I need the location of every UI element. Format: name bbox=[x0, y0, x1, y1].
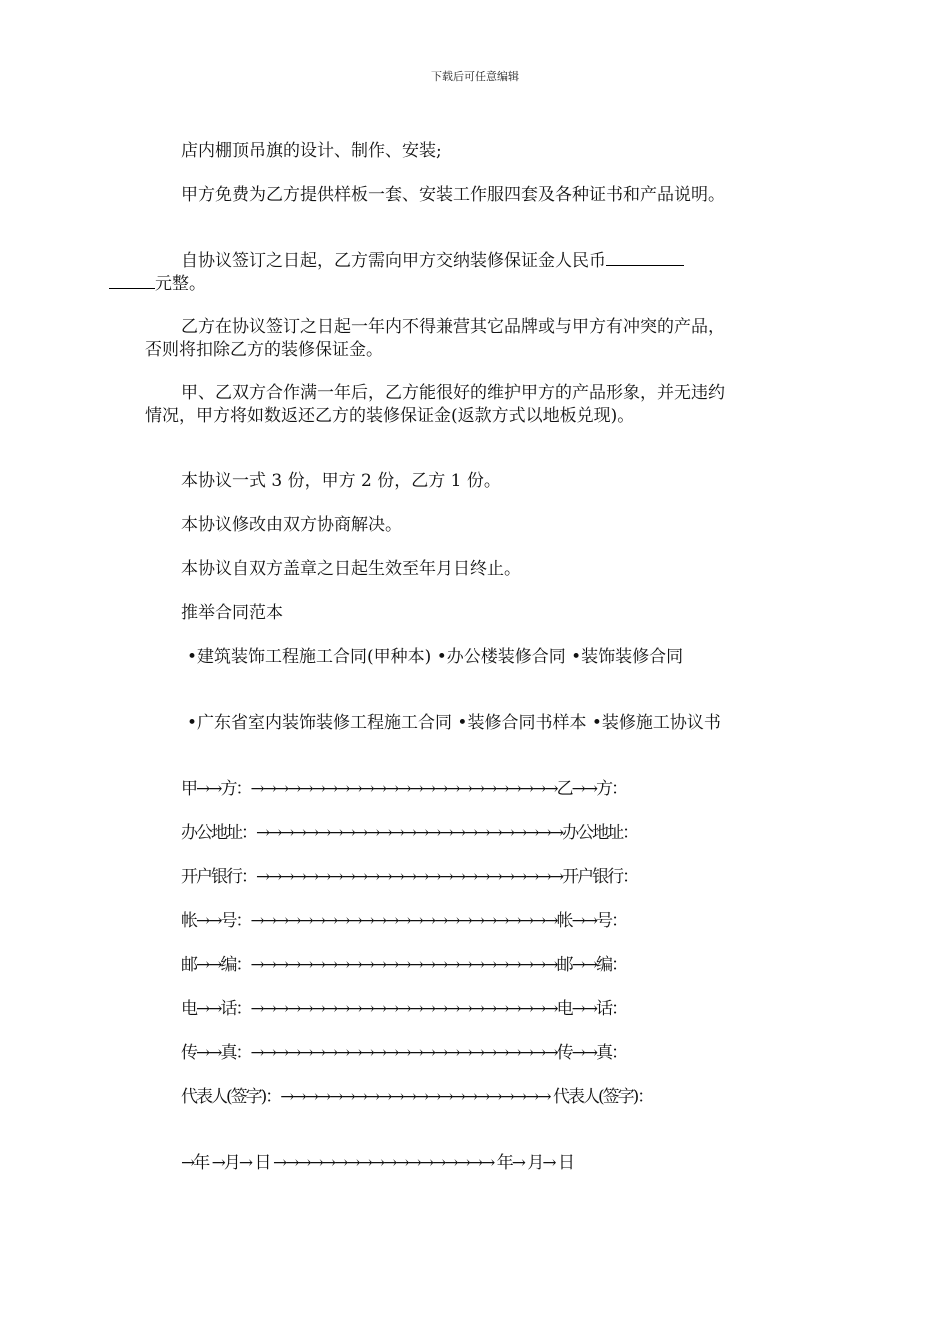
paragraph-copies: 本协议一式 3 份，甲方 2 份，乙方 1 份。 bbox=[181, 471, 501, 491]
signature-postcode-row: 邮→→编：→→→→→→→→→→→→→→→→→→→→→→→→→邮→→编： bbox=[181, 955, 627, 975]
paragraph-effective: 本协议自双方盖章之日起生效至年月日终止。 bbox=[181, 559, 521, 579]
deposit-text: 自协议签订之日起，乙方需向甲方交纳装修保证金人民币 bbox=[181, 251, 606, 271]
paragraph-refund: 甲、乙双方合作满一年后，乙方能很好的维护甲方的产品形象，并无违约情况，甲方将如数返还乙方的装修保证金(返款方式以地板兑现)。 bbox=[145, 383, 725, 426]
signature-date-row: →年 →月→ 日 →→→→→→→→→→→→→→→→→→ 年→ 月→ 日 bbox=[181, 1153, 574, 1173]
signature-phone-row: 电→→话：→→→→→→→→→→→→→→→→→→→→→→→→→电→→话： bbox=[181, 999, 627, 1019]
paragraph-no-competition: 乙方在协议签订之日起一年内不得兼营其它品牌或与甲方有冲突的产品，否则将扣除乙方的装修保证金。 bbox=[145, 317, 725, 360]
paragraph-ceiling-flags: 店内棚顶吊旗的设计、制作、安装; bbox=[181, 141, 442, 161]
signature-representative-row: 代表人(签字)：→→→→→→→→→→→→→→→→→→→→→→ 代表人(签字)： bbox=[181, 1087, 653, 1107]
signature-bank-row: 开户银行：→→→→→→→→→→→→→→→→→→→→→→→→→开户银行： bbox=[181, 867, 638, 887]
recommended-links-row-2[interactable]: •广东省室内装饰装修工程施工合同 •装修合同书样本 •装修施工协议书 bbox=[187, 713, 721, 733]
deposit-amount-blank[interactable] bbox=[606, 251, 684, 266]
paragraph-free-samples: 甲方免费为乙方提供样板一套、安装工作服四套及各种证书和产品说明。 bbox=[181, 185, 725, 205]
recommended-templates-heading: 推举合同范本 bbox=[181, 603, 283, 623]
recommended-links-row-1[interactable]: •建筑装饰工程施工合同(甲种本) •办公楼装修合同 •装饰装修合同 bbox=[187, 647, 684, 667]
paragraph-deposit bbox=[145, 250, 740, 296]
deposit-amount-blank-cont[interactable] bbox=[109, 274, 155, 289]
deposit-unit: 元整。 bbox=[155, 274, 206, 294]
signature-fax-row: 传→→真：→→→→→→→→→→→→→→→→→→→→→→→→→传→→真： bbox=[181, 1043, 627, 1063]
signature-party-row: 甲→→方：→→→→→→→→→→→→→→→→→→→→→→→→→乙→→方： bbox=[181, 779, 627, 799]
paragraph-modification: 本协议修改由双方协商解决。 bbox=[181, 515, 402, 535]
signature-address-row: 办公地址：→→→→→→→→→→→→→→→→→→→→→→→→→办公地址： bbox=[181, 823, 638, 843]
signature-account-row: 帐→→号：→→→→→→→→→→→→→→→→→→→→→→→→→帐→→号： bbox=[181, 911, 627, 931]
page-header: 下载后可任意编辑 bbox=[431, 70, 519, 83]
